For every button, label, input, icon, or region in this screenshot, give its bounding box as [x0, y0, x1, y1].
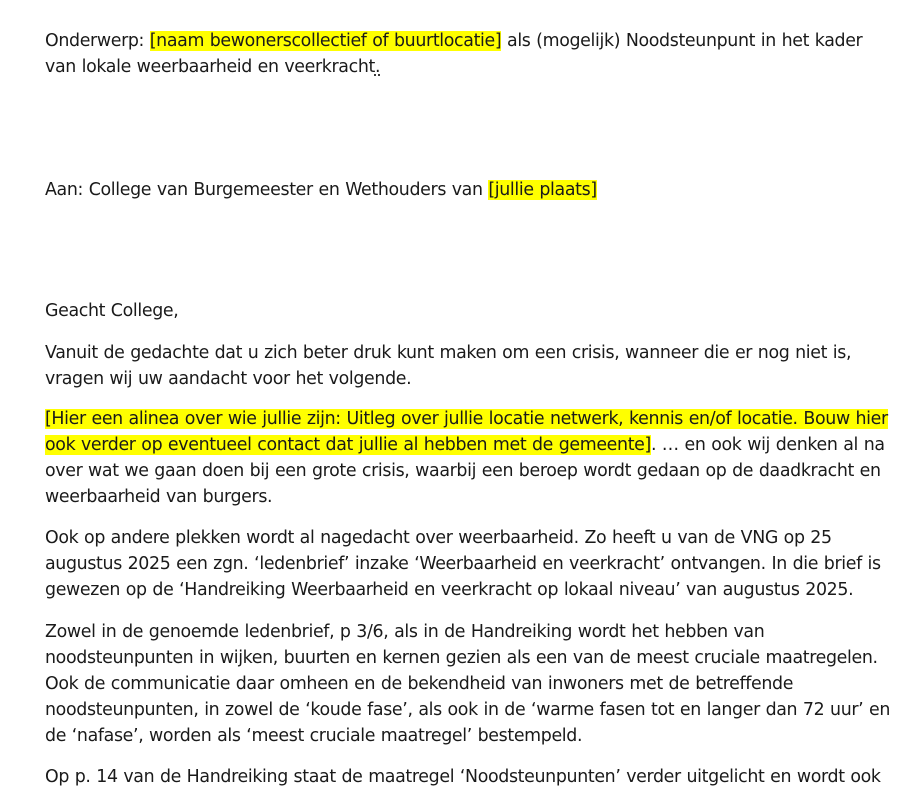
paragraph-4-line-5: de ‘nafase’, worden als ‘meest cruciale maatregel’ bestempeld. [45, 726, 583, 746]
paragraph-4-line-3: Ook de communicatie daar omheen en de bekendheid van inwoners met de betreffende [45, 674, 794, 694]
subject-text: als (mogelijk) Noodsteunpunt in het kader [501, 31, 863, 51]
paragraph-2-placeholder-highlight-continued: ook verder op eventueel contact dat jullie al hebben met de gemeente] [45, 435, 651, 455]
subject-line-1 [45, 28, 862, 54]
paragraph-4-line-4: noodsteunpunten, in zowel de ‘koude fase’, als ook in de ‘warme fasen tot en langer dan 72 uur’ en [45, 700, 891, 720]
subject-label: Onderwerp: [45, 31, 150, 51]
paragraph-1-line-2: vragen wij uw aandacht voor het volgende. [45, 369, 412, 389]
salutation: Geacht College, [45, 301, 179, 321]
subject-placeholder-highlight: [naam bewonerscollectief of buurtlocatie] [149, 31, 502, 51]
paragraph-2-text: . … en ook wij denken al na [650, 435, 885, 455]
paragraph-4-line-2: noodsteunpunten in wijken, buurten en kernen gezien als een van de meest cruciale maatregelen. [45, 648, 878, 668]
subject-period: . [374, 57, 381, 77]
paragraph-5-line-1: Op p. 14 van de Handreiking staat de maatregel ‘Noodsteunpunten’ verder uitgelicht en wordt ook [45, 767, 881, 787]
paragraph-3-line-3: gewezen op de ‘Handreiking Weerbaarheid en veerkracht op lokaal niveau’ van augustus 2025. [45, 580, 854, 600]
paragraph-3-line-1: Ook op andere plekken wordt al nagedacht over weerbaarheid. Zo heeft u van de VNG op 25 [45, 528, 832, 548]
paragraph-4-line-1: Zowel in de genoemde ledenbrief, p 3/6, als in de Handreiking wordt het hebben van [45, 622, 765, 642]
paragraph-2-line-4: weerbaarheid van burgers. [45, 487, 273, 507]
paragraph-2-placeholder-highlight: [Hier een alinea over wie jullie zijn: Uitleg over jullie locatie netwerk, kennis en/of locatie. Bouw hier [45, 409, 888, 429]
paragraph-1-line-1: Vanuit de gedachte dat u zich beter druk kunt maken om een crisis, wanneer die er nog niet is, [45, 343, 852, 363]
addressee-placeholder-highlight: [jullie plaats] [488, 180, 597, 200]
addressee-text: Aan: College van Burgemeester en Wethouders van [45, 180, 489, 200]
paragraph-2-line-2 [45, 432, 885, 458]
subject-text-continued: van lokale weerbaarheid en veerkracht [45, 57, 375, 77]
addressee-line [45, 177, 597, 203]
paragraph-2-line-1 [45, 406, 888, 432]
paragraph-2-line-3: over wat we gaan doen bij een grote crisis, waarbij een beroep wordt gedaan op de daadkracht en [45, 461, 881, 481]
subject-line-2 [45, 54, 380, 80]
paragraph-3-line-2: augustus 2025 een zgn. ‘ledenbrief’ inzake ‘Weerbaarheid en veerkracht’ ontvangen. In die brief is [45, 554, 881, 574]
